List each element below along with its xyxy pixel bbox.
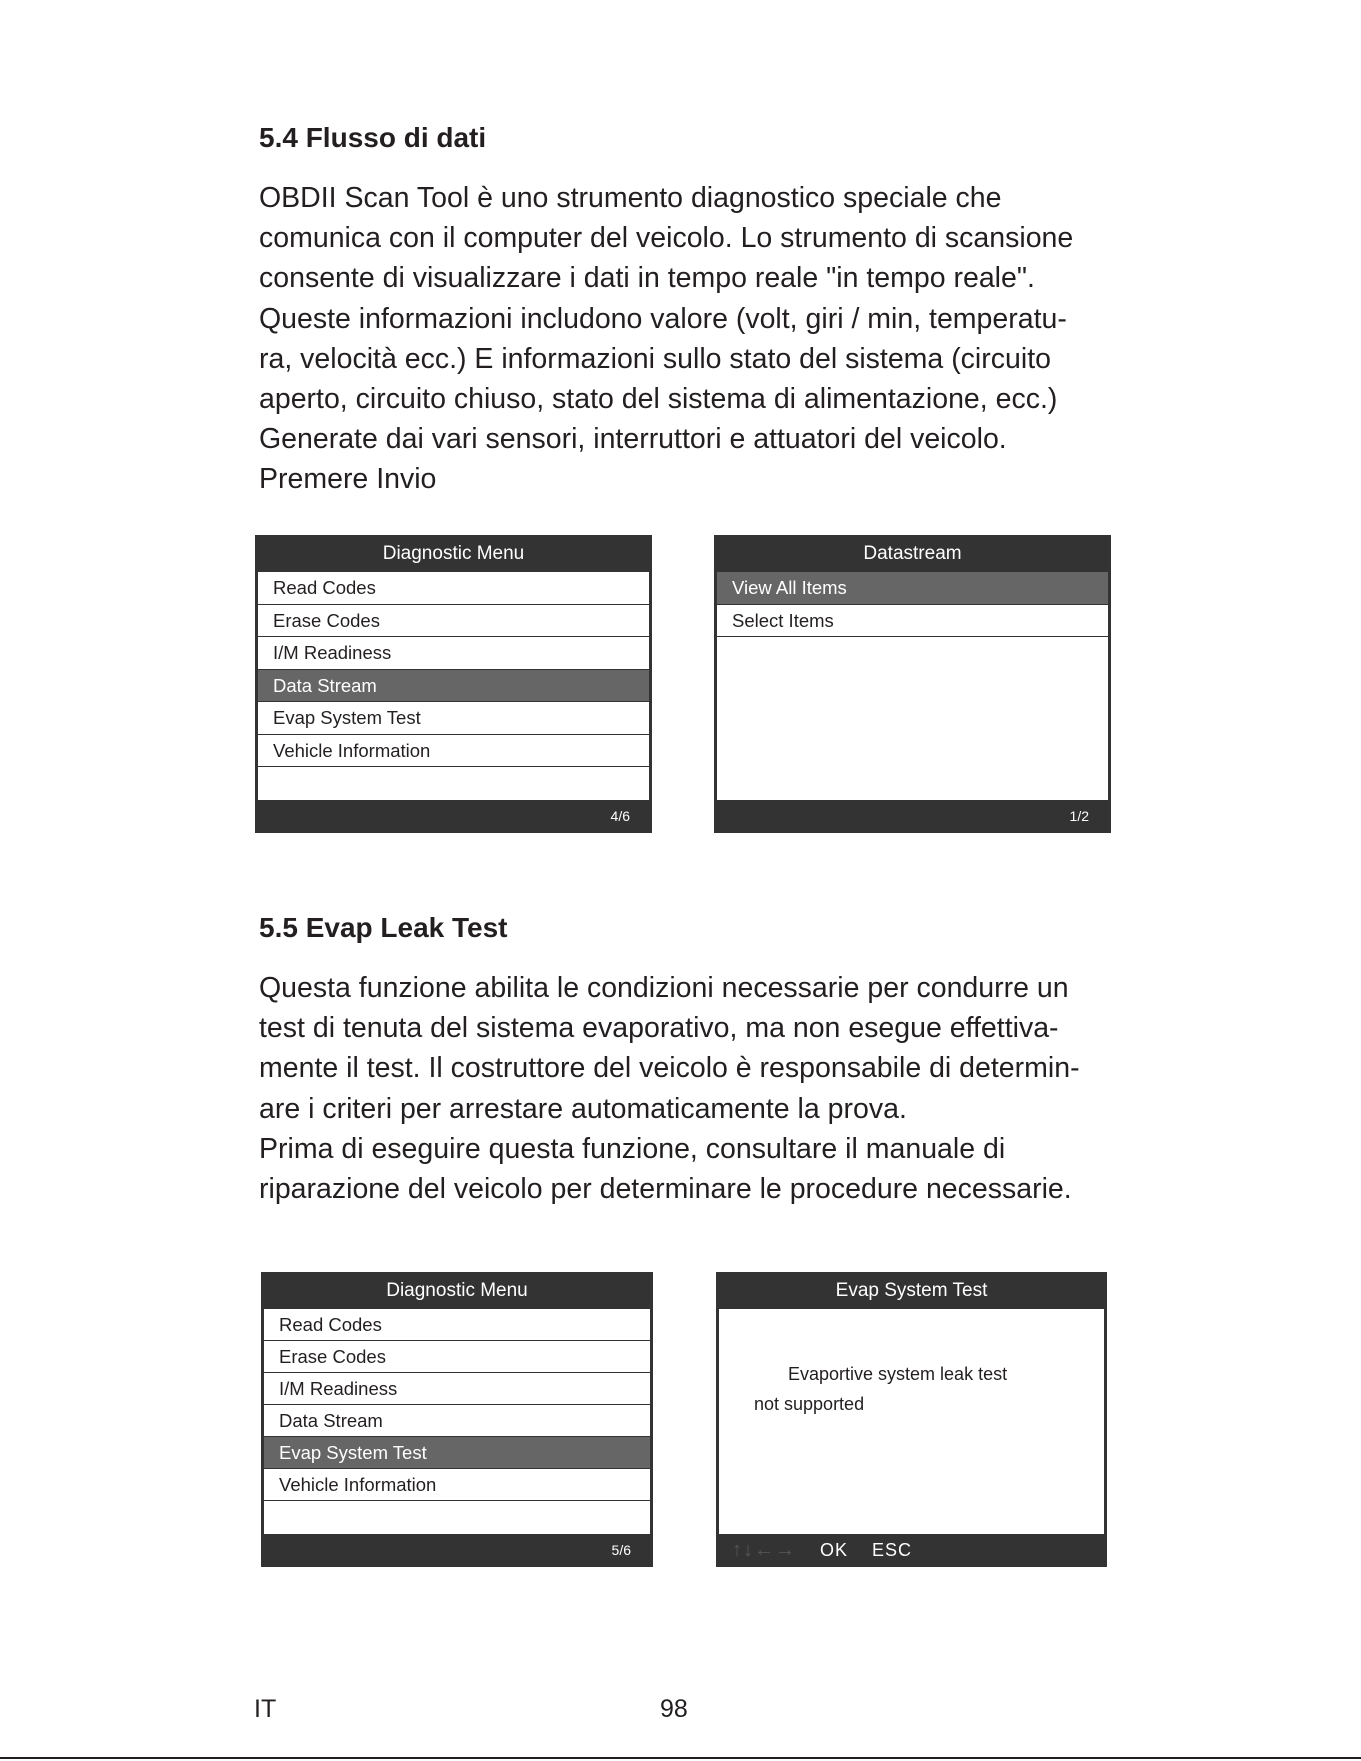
message-area <box>719 1309 1104 1534</box>
screen-title: Datastream <box>863 543 962 564</box>
page-indicator: 5/6 <box>611 1542 631 1558</box>
menu-item-read-codes[interactable]: Read Codes <box>264 1309 650 1341</box>
page-indicator: 4/6 <box>610 808 630 824</box>
diagnostic-menu-screen <box>261 1272 653 1567</box>
paragraph-line: test di tenuta del sistema evaporativo, ma non esegue effettiva- <box>259 1012 1059 1045</box>
diagnostic-menu-screen <box>255 535 652 833</box>
menu-item-select-items[interactable]: Select Items <box>717 605 1108 638</box>
message-line: Evaportive system leak test <box>788 1364 1008 1384</box>
page-number: 98 <box>660 1695 688 1723</box>
paragraph-line: Prima di eseguire questa funzione, consultare il manuale di <box>259 1132 1006 1165</box>
paragraph-line: comunica con il computer del veicolo. Lo strumento di scansione <box>259 222 1074 255</box>
paragraph-line: riparazione del veicolo per determinare le procedure necessarie. <box>259 1173 1072 1206</box>
status-message <box>754 1359 1007 1419</box>
menu-item-vehicle-information[interactable]: Vehicle Information <box>258 735 649 768</box>
screen-footer <box>261 1534 653 1567</box>
paragraph-line: OBDII Scan Tool è uno strumento diagnostico speciale che <box>259 182 1002 214</box>
screen-title: Diagnostic Menu <box>386 1280 528 1301</box>
menu-item-erase-codes[interactable]: Erase Codes <box>258 605 649 638</box>
key-hints <box>732 1534 912 1567</box>
section-5-4-paragraph <box>259 178 1259 500</box>
screen-footer <box>716 1534 1107 1567</box>
paragraph-line: ra, velocità ecc.) E informazioni sullo stato del sistema (circuito <box>259 342 1051 375</box>
menu-item-data-stream[interactable]: Data Stream <box>264 1405 650 1437</box>
menu-item-data-stream[interactable]: Data Stream <box>258 670 649 703</box>
bottom-divider <box>0 1757 1361 1759</box>
menu-item-vehicle-information[interactable]: Vehicle Information <box>264 1469 650 1501</box>
section-heading-5-4: 5.4 Flusso di dati <box>259 122 487 153</box>
menu-list <box>717 572 1108 800</box>
paragraph-line: aperto, circuito chiuso, stato del sistema di alimentazione, ecc.) <box>259 383 1058 416</box>
evap-system-test-screen <box>716 1272 1107 1567</box>
screen-title: Evap System Test <box>835 1280 988 1301</box>
ok-key[interactable]: OK <box>820 1540 849 1560</box>
screen-footer <box>255 800 652 833</box>
paragraph-line: Generate dai vari sensori, interruttori e attuatori del veicolo. <box>259 423 1007 456</box>
menu-item-im-readiness[interactable]: I/M Readiness <box>258 637 649 670</box>
menu-list <box>264 1309 650 1534</box>
paragraph-line: Questa funzione abilita le condizioni necessarie per condurre un <box>259 972 1069 1004</box>
section-5-5-paragraph <box>259 968 1259 1209</box>
menu-item-evap-system-test[interactable]: Evap System Test <box>258 702 649 735</box>
menu-list <box>258 572 649 800</box>
paragraph-line: mente il test. Il costruttore del veicolo è responsabile di determin- <box>259 1052 1080 1085</box>
datastream-screen <box>714 535 1111 833</box>
screen-title: Diagnostic Menu <box>382 543 525 564</box>
paragraph-line: Premere Invio <box>259 463 437 496</box>
menu-item-read-codes[interactable]: Read Codes <box>258 572 649 605</box>
section-heading-5-5: 5.5 Evap Leak Test <box>259 912 508 943</box>
menu-item-erase-codes[interactable]: Erase Codes <box>264 1341 650 1373</box>
page-indicator: 1/2 <box>1069 808 1089 824</box>
paragraph-line: Queste informazioni includono valore (volt, giri / min, temperatu- <box>259 302 1067 335</box>
paragraph-line: are i criteri per arrestare automaticamente la prova. <box>259 1092 907 1125</box>
footer-language: IT <box>254 1695 277 1723</box>
paragraph-line: consente di visualizzare i dati in tempo reale "in tempo reale". <box>259 262 1035 295</box>
menu-item-evap-system-test[interactable]: Evap System Test <box>264 1437 650 1469</box>
menu-item-view-all-items[interactable]: View All Items <box>717 572 1108 605</box>
message-line: not supported <box>754 1394 865 1414</box>
menu-item-im-readiness[interactable]: I/M Readiness <box>264 1373 650 1405</box>
screen-footer <box>714 800 1111 833</box>
arrow-keys-icon: ↑↓←→ <box>732 1539 796 1561</box>
esc-key[interactable]: ESC <box>872 1540 913 1560</box>
